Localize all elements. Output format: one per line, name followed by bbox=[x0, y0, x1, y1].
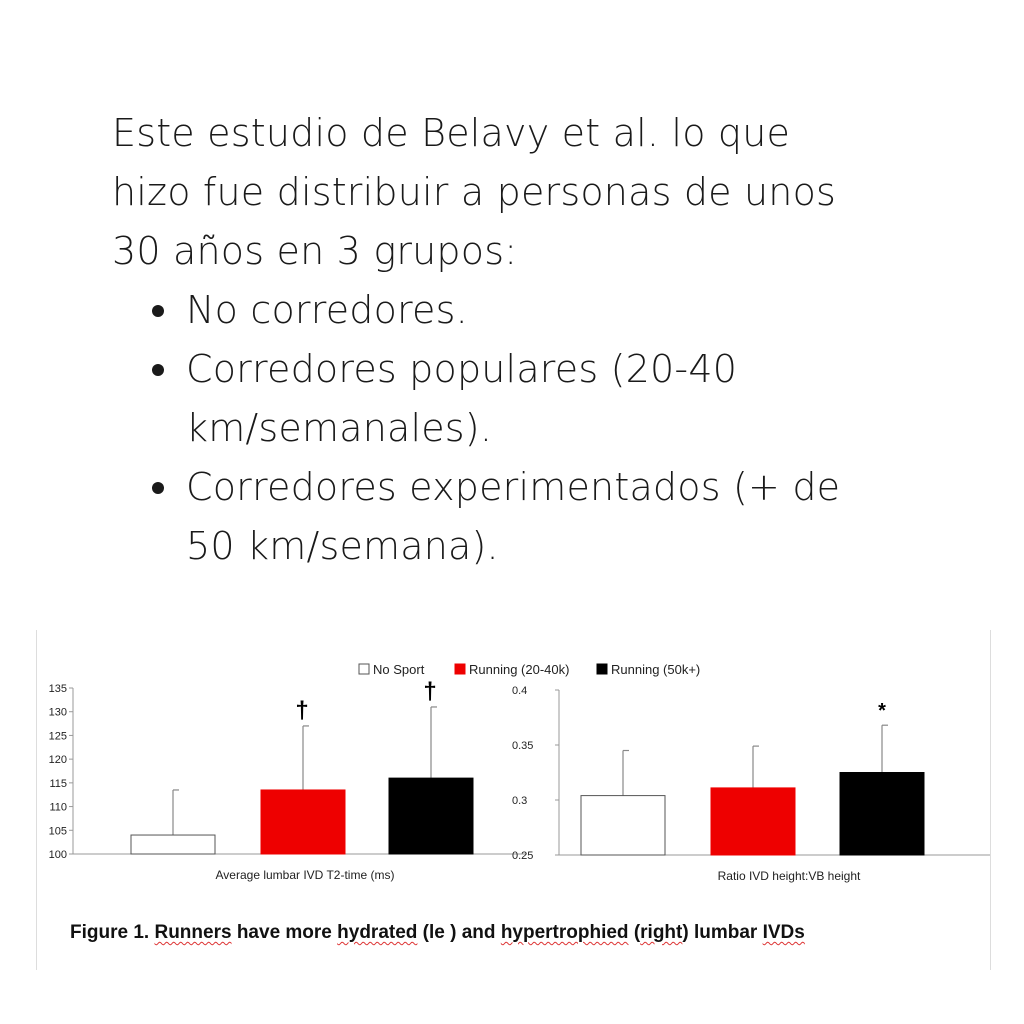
intro-line: hizo fue distribuir a personas de unos bbox=[112, 170, 837, 214]
bullet-icon bbox=[152, 482, 164, 494]
group-label: 50 km/semana). bbox=[186, 524, 499, 568]
legend-label: Running (20-40k) bbox=[469, 662, 570, 677]
significance-marker: † bbox=[295, 696, 309, 724]
bar bbox=[711, 788, 795, 855]
y-tick-label: 0.3 bbox=[512, 795, 528, 807]
x-axis-label: Average lumbar IVD T2-time (ms) bbox=[215, 868, 395, 882]
y-tick-label: 0.25 bbox=[512, 850, 534, 862]
intro-text bbox=[112, 104, 972, 576]
figure bbox=[36, 630, 991, 970]
y-tick-label: 100 bbox=[48, 849, 67, 861]
significance-marker: † bbox=[423, 677, 437, 705]
group-list bbox=[112, 281, 972, 576]
caption-text: (le ) and bbox=[417, 922, 501, 943]
y-tick-label: 110 bbox=[49, 801, 67, 814]
legend-swatch bbox=[597, 664, 607, 674]
group-item-popular-runners bbox=[186, 340, 972, 458]
legend-swatch bbox=[359, 664, 369, 674]
x-axis-label: Ratio IVD height:VB height bbox=[717, 869, 861, 883]
y-tick-label: 120 bbox=[48, 754, 67, 767]
significance-marker: * bbox=[878, 700, 886, 723]
bar bbox=[131, 835, 215, 854]
bar bbox=[581, 796, 665, 855]
caption-text: ( bbox=[628, 922, 641, 943]
y-tick-label: 0.35 bbox=[512, 740, 534, 752]
y-tick-label: 0.4 bbox=[512, 685, 528, 697]
group-item-no-runners bbox=[186, 281, 972, 340]
bar bbox=[840, 773, 924, 856]
bar bbox=[389, 778, 473, 854]
group-item-experienced-runners bbox=[186, 458, 972, 576]
caption-text: right bbox=[640, 922, 683, 943]
y-tick-label: 115 bbox=[49, 777, 67, 790]
intro-paragraph bbox=[112, 104, 972, 281]
y-tick-label: 125 bbox=[48, 730, 67, 743]
caption-text: IVDs bbox=[762, 922, 805, 943]
caption-text: have more bbox=[231, 922, 338, 943]
figure-caption bbox=[70, 922, 805, 944]
caption-text: Runners bbox=[154, 922, 232, 943]
intro-line: 30 años en 3 grupos: bbox=[112, 229, 518, 273]
legend-label: Running (50k+) bbox=[611, 662, 701, 677]
caption-text: hydrated bbox=[337, 922, 418, 943]
y-tick-label: 105 bbox=[48, 825, 67, 838]
group-label: No corredores. bbox=[186, 288, 468, 332]
y-tick-label: 135 bbox=[48, 683, 67, 695]
intro-line: Este estudio de Belavy et al. lo que bbox=[112, 111, 791, 155]
y-tick-label: 130 bbox=[48, 706, 67, 719]
caption-text: hypertrophied bbox=[500, 922, 629, 943]
bar bbox=[261, 790, 345, 854]
bullet-icon bbox=[152, 364, 164, 376]
group-label: Corredores experimentados (+ de bbox=[186, 465, 841, 509]
legend-label: No Sport bbox=[373, 662, 425, 677]
legend-swatch bbox=[455, 664, 465, 674]
group-label: km/semanales). bbox=[186, 406, 493, 450]
caption-text: ) lumbar bbox=[682, 922, 763, 943]
caption-text: Figure 1. bbox=[70, 922, 155, 943]
bar-charts bbox=[37, 630, 990, 920]
bullet-icon bbox=[152, 305, 164, 317]
group-label: Corredores populares (20-40 bbox=[186, 347, 738, 391]
